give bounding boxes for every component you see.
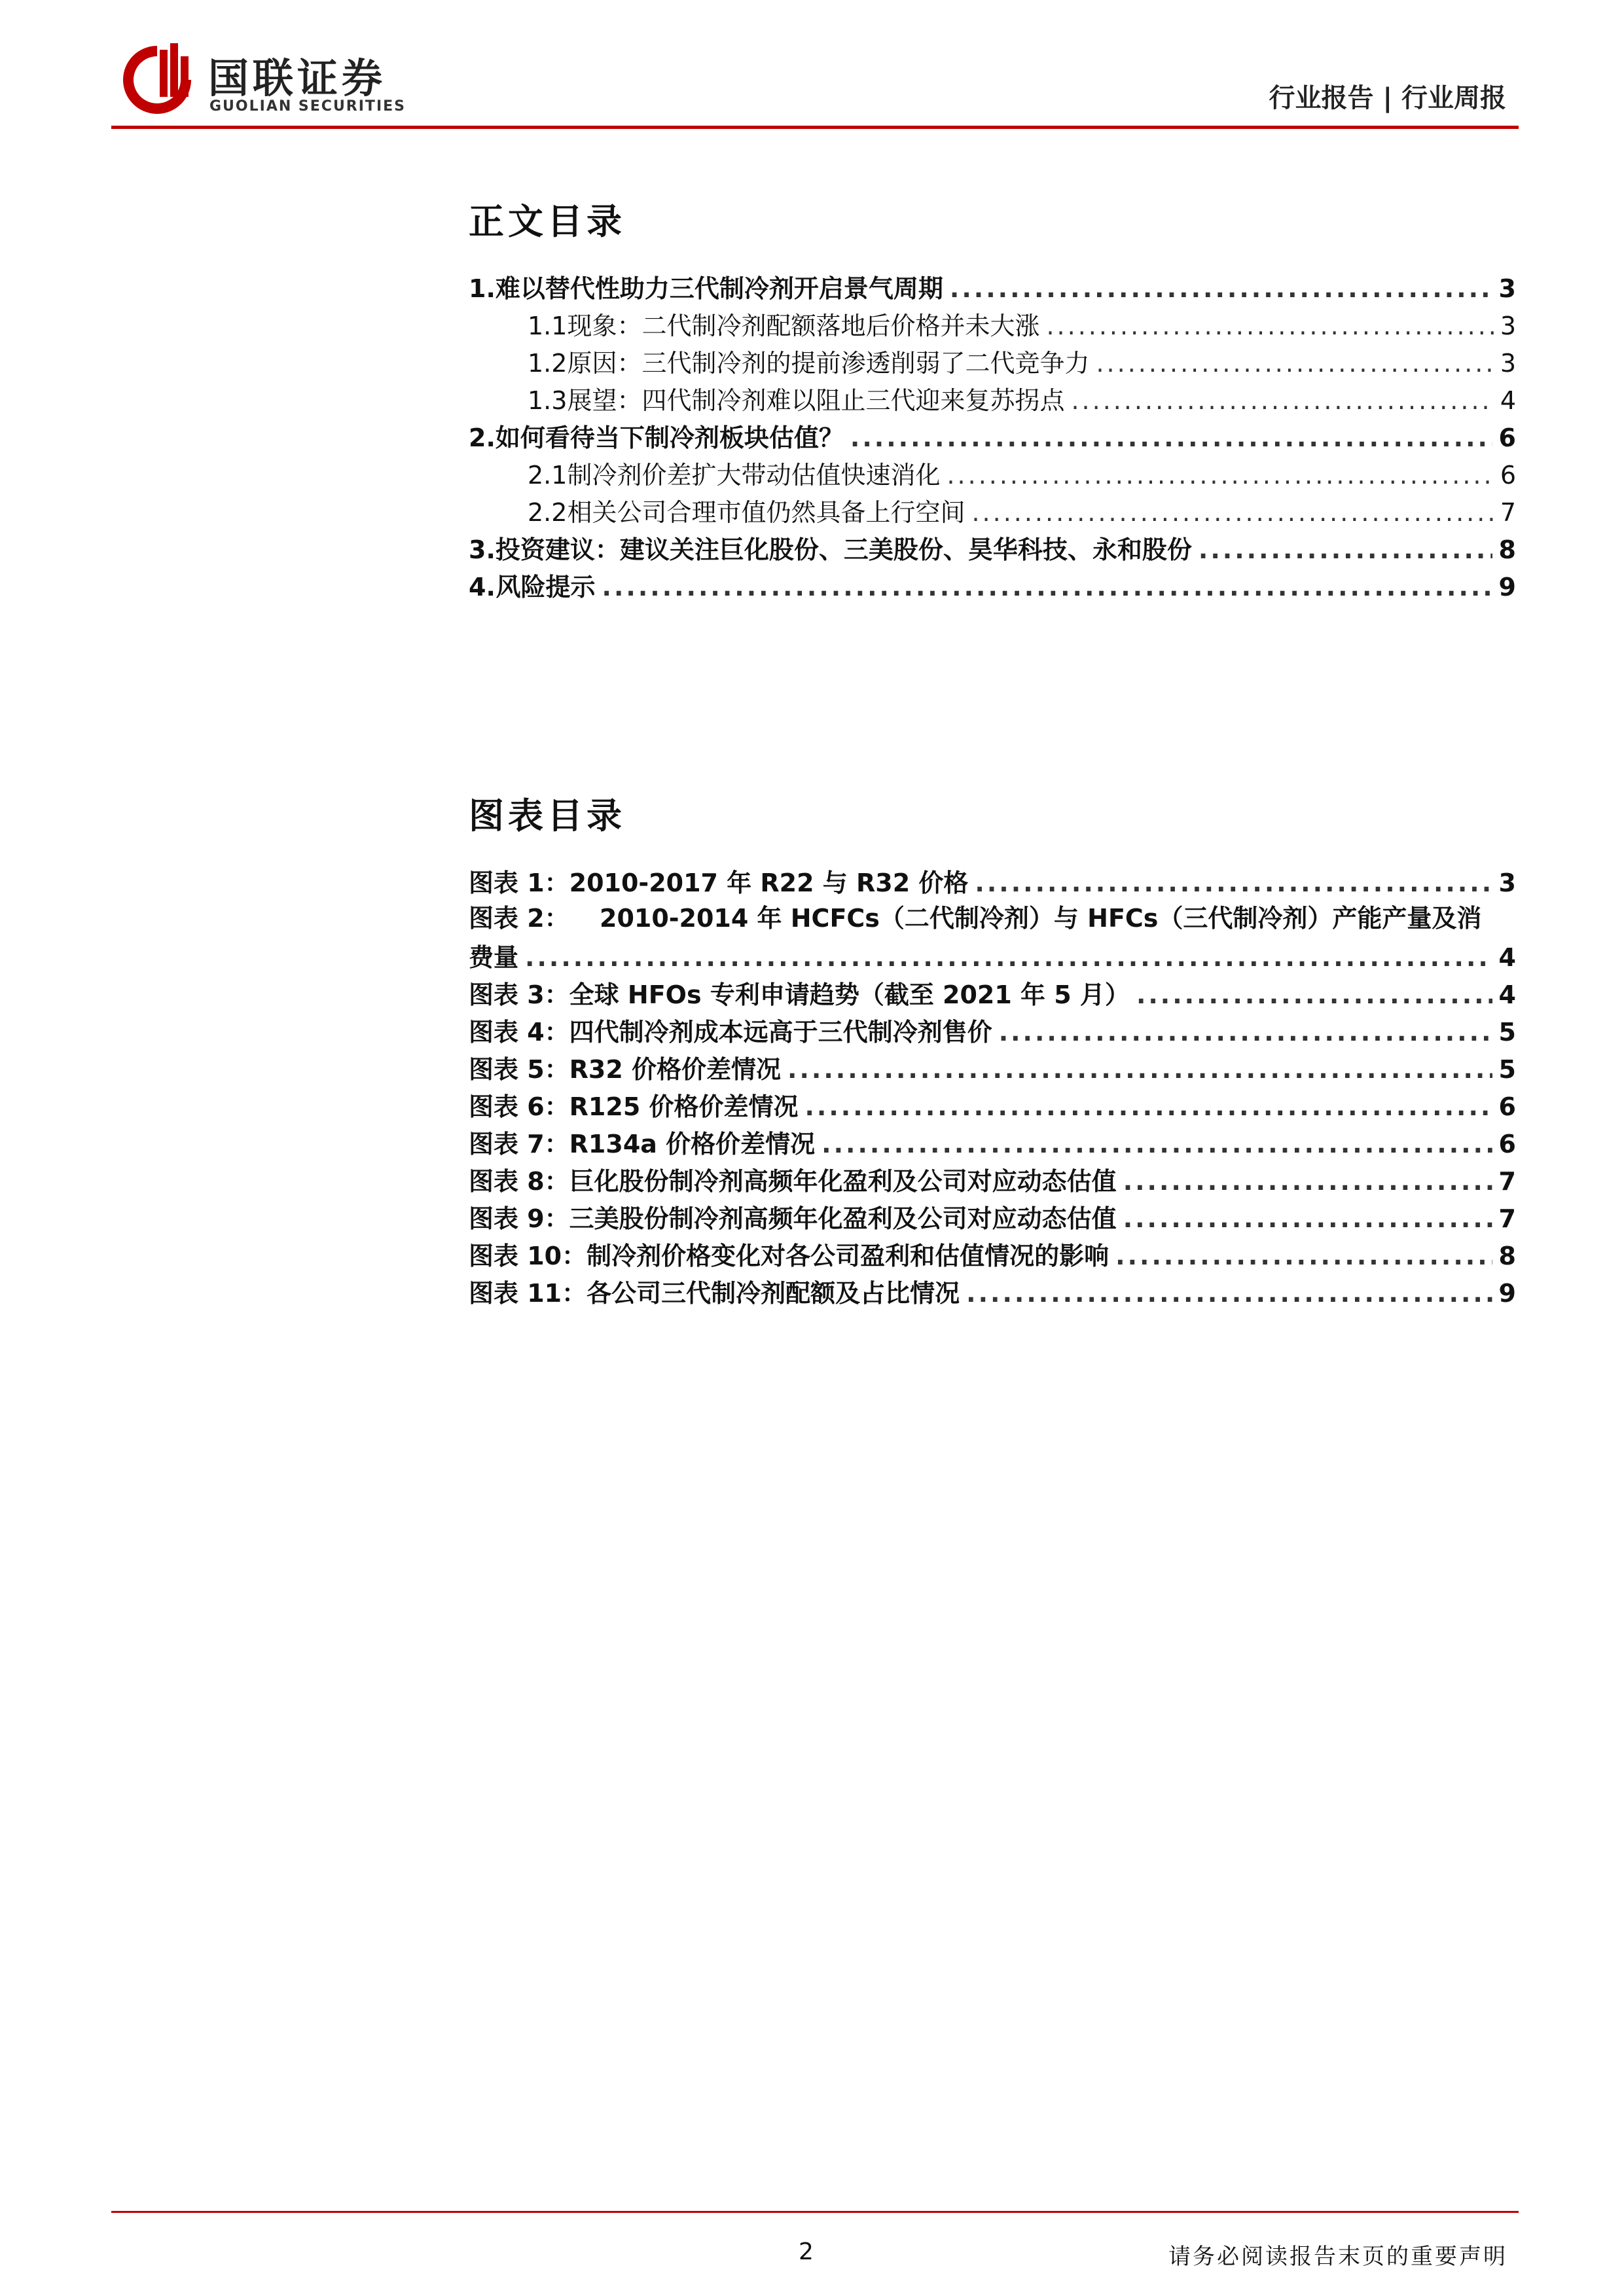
figure-item[interactable]	[469, 863, 1516, 900]
figure-item-text: R32 价格价差情况	[569, 1055, 782, 1084]
figure-item-label: 图表 9：	[469, 1204, 569, 1233]
figure-item-page: 7	[1498, 1167, 1516, 1196]
figures-title: 图表目录	[469, 795, 626, 836]
toc-item-number: 2.	[469, 423, 496, 452]
figure-item-text: R134a 价格价差情况	[569, 1130, 816, 1158]
figure-item-text: R125 价格价差情况	[569, 1092, 799, 1121]
toc-item[interactable]	[469, 529, 1516, 567]
figure-item-page: 6	[1498, 1092, 1516, 1121]
toc-item[interactable]	[469, 492, 1516, 529]
figure-item-page: 3	[1498, 869, 1516, 897]
toc-list	[469, 268, 1516, 604]
figure-item-text: 巨化股份制冷剂高频年化盈利及公司对应动态估值	[569, 1167, 1117, 1196]
figure-item[interactable]	[469, 1236, 1516, 1273]
toc-item[interactable]	[469, 418, 1516, 455]
figure-item-text: 2010-2014 年 HCFCs（二代制冷剂）与 HFCs（三代制冷剂）产能产量及消	[600, 904, 1482, 933]
toc-item-text: 如何看待当下制冷剂板块估值？	[495, 423, 844, 452]
toc-item-number: 1.1	[528, 312, 568, 340]
figure-item-label: 图表 1：	[469, 869, 569, 897]
toc-item[interactable]	[469, 306, 1516, 343]
toc-item-text: 风险提示	[496, 573, 596, 601]
figure-item-label: 图表 10：	[469, 1242, 587, 1270]
toc-item[interactable]	[469, 380, 1516, 418]
page-header	[0, 0, 1624, 131]
figure-item-page: 6	[1498, 1130, 1516, 1158]
toc-item-text: 原因：三代制冷剂的提前渗透削弱了二代竞争力	[567, 349, 1090, 378]
figure-item-text: 各公司三代制冷剂配额及占比情况	[586, 1279, 960, 1308]
toc-item-page: 3	[1500, 312, 1516, 340]
toc-leader	[602, 573, 1492, 601]
figure-item-label: 图表 3：	[469, 980, 569, 1009]
toc-item-number: 3.	[469, 535, 496, 564]
toc-item-text: 投资建议：建议关注巨化股份、三美股份、昊华科技、永和股份	[495, 535, 1192, 564]
toc-item-page: 8	[1498, 535, 1516, 564]
toc-item-number: 2.1	[528, 461, 568, 490]
toc-leader	[1115, 1242, 1492, 1270]
logo-chinese-text: 国联证券	[208, 54, 387, 102]
toc-leader	[1136, 980, 1492, 1009]
toc-item-text: 制冷剂价差扩大带动估值快速消化	[567, 461, 941, 490]
toc-leader	[804, 1092, 1492, 1121]
header-divider	[111, 126, 1519, 129]
figure-item-label: 图表 11：	[469, 1279, 587, 1308]
toc-title: 正文目录	[469, 201, 626, 242]
figure-item-text-continued: 费量	[469, 943, 519, 972]
toc-leader	[1096, 349, 1493, 378]
figure-item-label: 图表 5：	[469, 1055, 569, 1084]
disclaimer-note: 请务必阅读报告末页的重要声明	[1168, 2244, 1507, 2270]
toc-item-page: 3	[1500, 349, 1516, 378]
toc-item-text: 展望：四代制冷剂难以阻止三代迎来复苏拐点	[567, 386, 1065, 415]
figure-item-text: 三美股份制冷剂高频年化盈利及公司对应动态估值	[569, 1204, 1117, 1233]
toc-item-text: 难以替代性助力三代制冷剂开启景气周期	[495, 274, 943, 303]
toc-leader	[1046, 312, 1493, 340]
toc-leader	[525, 943, 1492, 972]
report-type: 行业报告 | 行业周报	[1269, 83, 1506, 113]
toc-leader	[950, 274, 1492, 303]
logo-english-text: GUOLIAN SECURITIES	[209, 98, 406, 115]
toc-leader	[975, 869, 1492, 897]
toc-leader	[850, 423, 1492, 452]
toc-item[interactable]	[469, 455, 1516, 492]
page-number: 2	[799, 2238, 814, 2265]
footer-divider	[111, 2211, 1519, 2213]
guolian-logo-icon	[118, 41, 196, 119]
figure-item-page: 5	[1498, 1018, 1516, 1047]
toc-item-number: 1.3	[528, 386, 568, 415]
figure-item-label: 图表 2：	[469, 904, 569, 933]
toc-leader	[966, 1279, 1492, 1308]
figure-item-text: 2010-2017 年 R22 与 R32 价格	[569, 869, 969, 897]
figure-item-page: 4	[1498, 943, 1516, 972]
figure-item-page: 9	[1498, 1279, 1516, 1308]
figure-item-page: 7	[1498, 1204, 1516, 1233]
toc-item-page: 7	[1500, 498, 1516, 527]
figure-item-label: 图表 6：	[469, 1092, 569, 1121]
figure-item[interactable]	[469, 1161, 1516, 1198]
toc-item-page: 6	[1498, 423, 1516, 452]
toc-item-number: 1.	[469, 274, 496, 303]
toc-leader	[947, 461, 1493, 490]
toc-leader	[821, 1130, 1492, 1158]
figure-item[interactable]	[469, 1012, 1516, 1049]
toc-item-text: 现象：二代制冷剂配额落地后价格并未大涨	[567, 312, 1040, 340]
figure-item-page: 8	[1498, 1242, 1516, 1270]
figure-item-continuation[interactable]	[469, 937, 1516, 975]
figure-item[interactable]	[469, 1086, 1516, 1124]
figure-item[interactable]	[469, 1124, 1516, 1161]
figure-item-page: 5	[1498, 1055, 1516, 1084]
toc-item[interactable]	[469, 343, 1516, 380]
toc-leader	[999, 1018, 1492, 1047]
toc-item-page: 6	[1500, 461, 1516, 490]
figure-item[interactable]	[469, 1198, 1516, 1236]
toc-item-page: 4	[1500, 386, 1516, 415]
toc-item-page: 9	[1498, 573, 1516, 601]
figure-item[interactable]	[469, 975, 1516, 1012]
figures-list	[469, 863, 1516, 1310]
toc-leader	[1123, 1167, 1492, 1196]
figure-item-label: 图表 7：	[469, 1130, 569, 1158]
toc-leader	[787, 1055, 1492, 1084]
figure-item[interactable]	[469, 1273, 1516, 1310]
toc-item[interactable]	[469, 268, 1516, 306]
figure-item-text: 全球 HFOs 专利申请趋势（截至 2021 年 5 月）	[569, 980, 1130, 1009]
figure-item-text: 制冷剂价格变化对各公司盈利和估值情况的影响	[586, 1242, 1110, 1270]
figure-item[interactable]	[469, 900, 1516, 937]
figure-item[interactable]	[469, 1049, 1516, 1086]
figure-item-label: 图表 4：	[469, 1018, 569, 1047]
figure-item-page: 4	[1498, 980, 1516, 1009]
toc-item[interactable]	[469, 567, 1516, 604]
toc-item-text: 相关公司合理市值仍然具备上行空间	[567, 498, 965, 527]
toc-leader	[971, 498, 1493, 527]
toc-item-number: 2.2	[528, 498, 568, 527]
toc-item-page: 3	[1498, 274, 1516, 303]
toc-leader	[1071, 386, 1493, 415]
toc-item-number: 1.2	[528, 349, 568, 378]
figure-item-label: 图表 8：	[469, 1167, 569, 1196]
toc-leader	[1199, 535, 1492, 564]
figure-item-text: 四代制冷剂成本远高于三代制冷剂售价	[569, 1018, 992, 1047]
toc-item-number: 4.	[469, 573, 496, 601]
guolian-logo	[118, 41, 419, 119]
toc-leader	[1123, 1204, 1492, 1233]
